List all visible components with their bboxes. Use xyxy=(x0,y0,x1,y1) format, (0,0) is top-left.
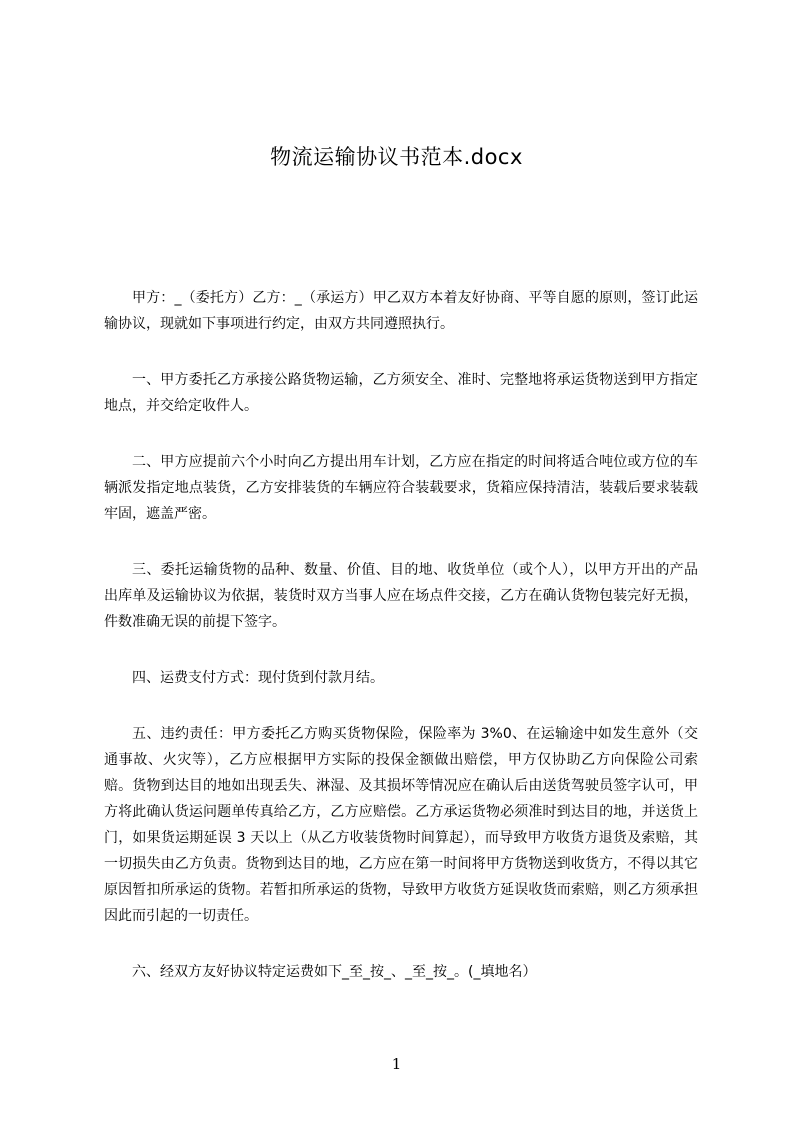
page-number: 1 xyxy=(391,1055,402,1073)
document-title: 物流运输协议书范本.docx xyxy=(270,145,523,169)
paragraph-clause-4: 四、运费支付方式：现付货到付款月结。 xyxy=(132,670,384,686)
paragraph-clause-5: 五、违约责任：甲方委托乙方购买货物保险，保险率为 3%0、在运输途中如发生意外（交通事故、火灾等），乙方应根据甲方实际的投保金额做出赔偿，甲方仅协助乙方向保险公司索赔。货物到达目的地如出现丢失、淋湿、及其损坏等情况应在确认后由送货驾驶员签字认可，甲方将此确认货运问题单传真给乙方，乙方应赔偿。乙方承运货物必须准时到达目的地，并送货上门，如果货运期延误 3 天以上（从乙方收装货物时间算起），而导致甲方收货方退货及索赔，其一切损失由乙方负责。货物到达目的地，乙方应在第一时间将甲方货物送到收货方，不得以其它原因暂扣所承运的货物。若暂扣所承运的货物，导致甲方收货方延误收货而索赔，则乙方须承担因此而引起的一切责任。 xyxy=(104,726,698,924)
paragraph-parties: 甲方：_（委托方）乙方：_（承运方）甲乙双方本着友好协商、平等自愿的原则，签订此运输协议，现就如下事项进行约定，由双方共同遵照执行。 xyxy=(104,290,698,332)
paragraph-clause-2: 二、甲方应提前六个小时向乙方提出用车计划，乙方应在指定的时间将适合吨位或方位的车辆派发指定地点装货，乙方安排装货的车辆应符合装载要求，货箱应保持清洁，装载后要求装载牢固，遮盖严密。 xyxy=(104,454,698,522)
paragraph-clause-6: 六、经双方友好协议特定运费如下_至_按_、_至_按_。(_填地名） xyxy=(132,964,537,980)
paragraph-clause-1: 一、甲方委托乙方承接公路货物运输，乙方须安全、准时、完整地将承运货物送到甲方指定地点，并交给定收件人。 xyxy=(104,372,698,414)
document-body xyxy=(104,285,698,1015)
paragraph-clause-3: 三、委托运输货物的品种、数量、价值、目的地、收货单位（或个人），以甲方开出的产品出库单及运输协议为依据，装货时双方当事人应在场点件交接，乙方在确认货物包装完好无损，件数准确无误的前提下签字。 xyxy=(104,562,698,630)
